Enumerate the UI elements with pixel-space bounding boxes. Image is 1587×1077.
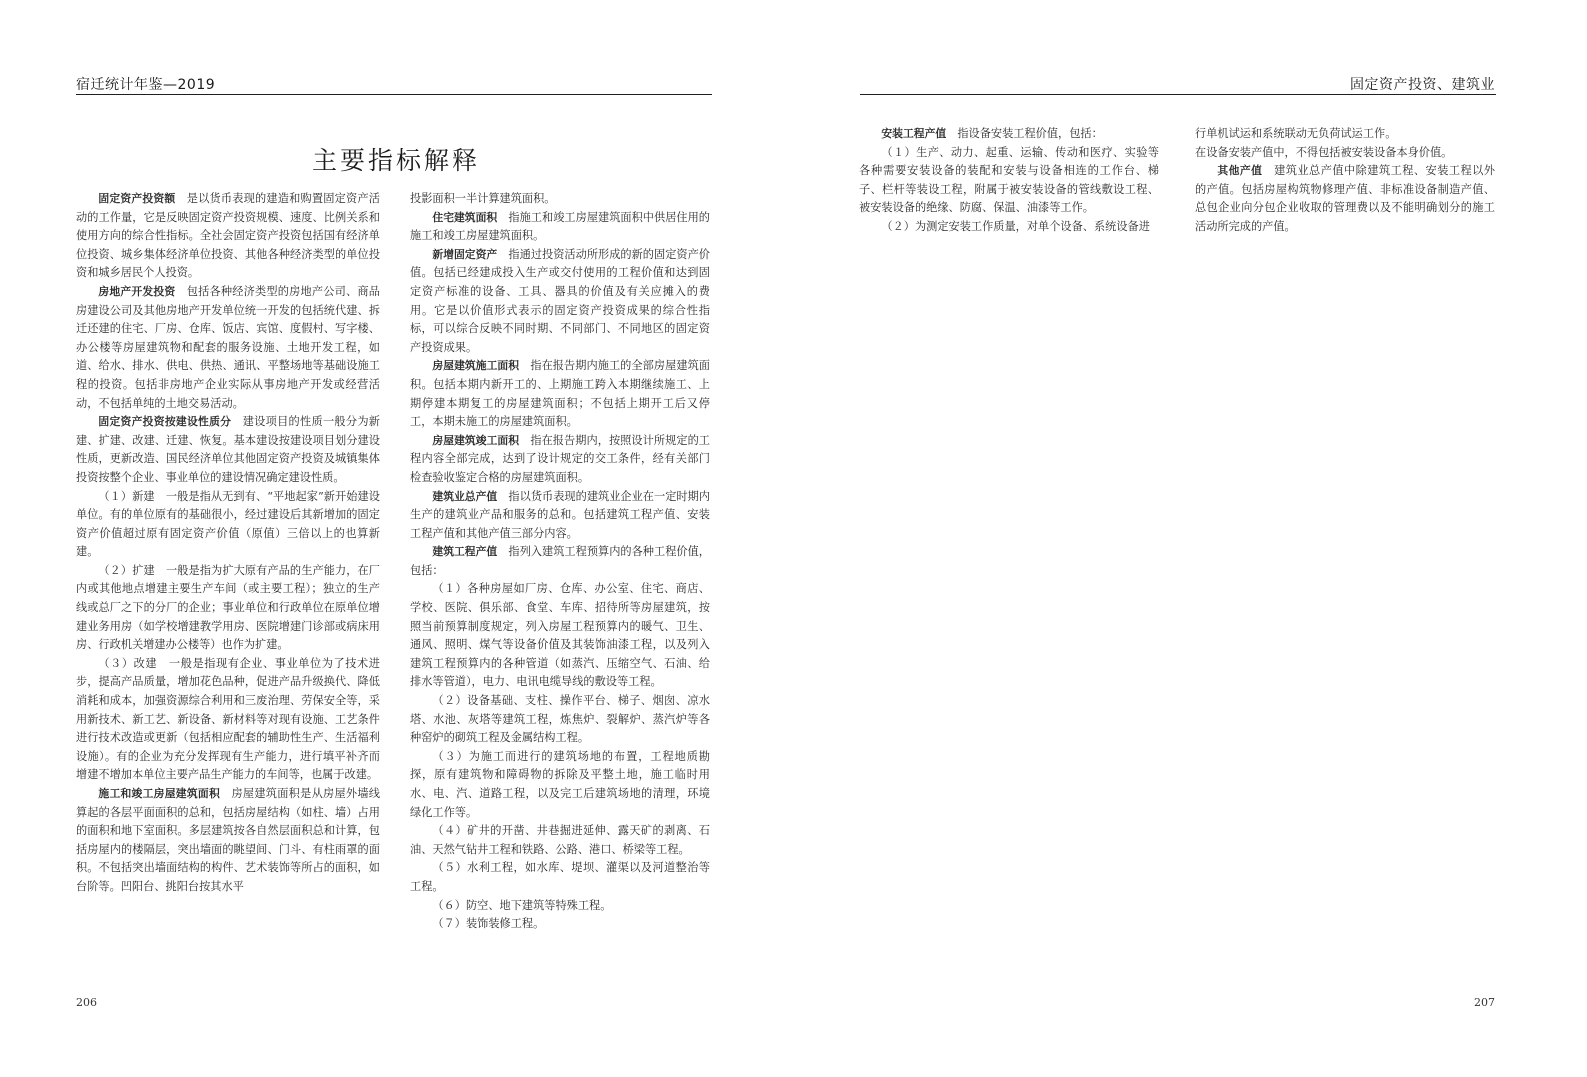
paragraph-text: 指通过投资活动所形成的新的固定资产价值。包括已经建成投入生产或交付使用的工程价值和达到固定资产标准的设备、工具、器具的价值及有关应摊入的费用。它是以价值形式表示的固定资产投资成果的综合性指标，可以综合反映不同时期、不同部门、不同地区的固定资产投资成果。 — [410, 247, 710, 354]
page-number-left: 206 — [76, 996, 97, 1009]
paragraph-text: 房屋建筑面积是从房屋外墙线算起的各层平面面积的总和，包括房屋结构（如柱、墙）占用的面积和地下室面积。多层建筑按各自然层面积总和计算，包括房屋内的楼隔层，突出墙面的眺望间、门斗、有柱雨罩的面积。不包括突出墙面结构的构件、艺术装饰等所占的面积，如台阶等。凹阳台、挑阳台按其水平 — [76, 787, 380, 893]
right-column-1 — [859, 125, 1159, 237]
running-head-left: 宿迁统计年鉴—2019 — [76, 77, 216, 93]
paragraph — [410, 897, 710, 916]
paragraph — [1195, 162, 1495, 236]
paragraph-text: （５）水利工程，如水库、堤坝、灌渠以及河道整治等工程。 — [410, 861, 710, 893]
term-heading: 新增固定资产 — [432, 247, 498, 261]
paragraph — [76, 785, 380, 897]
paragraph — [76, 488, 380, 562]
paragraph — [410, 190, 710, 209]
paragraph — [76, 413, 380, 487]
term-heading: 房屋建筑施工面积 — [432, 359, 520, 373]
paragraph-text: （４）矿井的开凿、井巷掘进延伸、露天矿的剥离、石油、天然气钻井工程和铁路、公路、港口、桥梁等工程。 — [410, 824, 710, 856]
paragraph-text: （１）新建 一般是指从无到有、“平地起家”新开始建设单位。有的单位原有的基础很小，经过建设后其新增加的固定资产价值超过原有固定资产价值（原值）三倍以上的也算新建。 — [76, 489, 380, 559]
term-heading: 房屋建筑竣工面积 — [432, 433, 520, 447]
paragraph-text: （２）设备基础、支柱、操作平台、梯子、烟囱、凉水塔、水池、灰塔等建筑工程，炼焦炉、裂解炉、蒸汽炉等各种窑炉的砌筑工程及金属结构工程。 — [410, 694, 710, 745]
paragraph-text: 建筑业总产值中除建筑工程、安装工程以外的产值。包括房屋构筑物修理产值、非标准设备制造产值、总包企业向分包企业收取的管理费以及不能明确划分的施工活动所完成的产值。 — [1195, 164, 1495, 233]
paragraph — [410, 915, 710, 934]
running-head-right: 固定资产投资、建筑业 — [1350, 77, 1495, 93]
page-number-right: 207 — [1474, 996, 1495, 1009]
paragraph — [410, 543, 710, 580]
term-heading: 安装工程产值 — [881, 127, 947, 140]
header-rule-left — [76, 94, 712, 95]
paragraph — [410, 488, 710, 544]
term-heading: 房地产开发投资 — [98, 284, 176, 298]
paragraph — [76, 562, 380, 655]
paragraph — [859, 218, 1159, 237]
paragraph — [859, 144, 1159, 218]
paragraph-text: 指施工和竣工房屋建筑面积中供居住用的施工和竣工房屋建筑面积。 — [410, 210, 710, 243]
paragraph — [410, 748, 710, 822]
paragraph-text: 包括各种经济类型的房地产公司、商品房建设公司及其他房地产开发单位统一开发的包括统代建、拆迁还建的住宅、厂房、仓库、饭店、宾馆、度假村、写字楼、办公楼等房屋建筑物和配套的服务设施、土地开发工程，如道、给水、排水、供电、供热、通讯、平整场地等基础设施工程的投资。包括非房地产企业实际从事房地产开发或经营活动，不包括单纯的土地交易活动。 — [76, 284, 380, 410]
right-page — [794, 0, 1587, 1077]
paragraph — [410, 209, 710, 246]
paragraph-text: （１）生产、动力、起重、运输、传动和医疗、实验等各种需要安装设备的装配和安装与设备相连的工作台、梯子、栏杆等装设工程，附属于被安装设备的管线敷设工程、被安装设备的绝缘、防腐、保温、油漆等工作。 — [859, 145, 1159, 215]
term-heading: 其他产值 — [1217, 164, 1263, 178]
paragraph-text: 是以货币表现的建造和购置固定资产活动的工作量，它是反映固定资产投资规模、速度、比例关系和使用方向的综合性指标。全社会固定资产投资包括国有经济单位投资、城乡集体经济单位投资、其他各种经济类型的单位投资和城乡居民个人投资。 — [76, 192, 380, 280]
page-title: 主要指标解释 — [312, 145, 481, 175]
paragraph-text: 在设备安装产值中，不得包括被安装设备本身价值。 — [1195, 145, 1453, 159]
paragraph-text: 指在报告期内，按照设计所规定的工程内容全部完成，达到了设计规定的交工条件，经有关部门检查验收鉴定合格的房屋建筑面积。 — [410, 433, 710, 484]
paragraph-text: （７）装饰装修工程。 — [432, 917, 545, 931]
paragraph — [76, 190, 380, 283]
paragraph — [1195, 125, 1495, 144]
left-column-1 — [76, 190, 380, 897]
paragraph-text: 指设备安装工程价值，包括： — [957, 127, 1103, 140]
paragraph — [1195, 144, 1495, 163]
term-heading: 施工和竣工房屋建筑面积 — [98, 787, 220, 800]
term-heading: 住宅建筑面积 — [432, 210, 498, 224]
paragraph — [859, 125, 1159, 144]
term-heading: 建筑业总产值 — [432, 489, 498, 503]
paragraph-text: （６）防空、地下建筑等特殊工程。 — [432, 898, 612, 912]
paragraph-text: （２）扩建 一般是指为扩大原有产品的生产能力，在厂内或其他地点增建主要生产车间（或主要工程）；独立的生产线或总厂之下的分厂的企业；事业单位和行政单位在原单位增建业务用房（如学校增建教学用房、医院增建门诊部或病床用房、行政机关增建办公楼等）也作为扩建。 — [76, 563, 380, 652]
paragraph — [76, 655, 380, 785]
paragraph-text: 行单机试运和系统联动无负荷试运工作。 — [1195, 127, 1397, 140]
right-column-2 — [1195, 125, 1495, 237]
paragraph-text: （２）为测定安装工作质量，对单个设备、系统设备进 — [881, 219, 1150, 233]
term-heading: 固定资产投资按建设性质分 — [98, 415, 232, 429]
paragraph — [410, 822, 710, 859]
paragraph-text: 指列入建筑工程预算内的各种工程价值，包括： — [410, 545, 710, 577]
paragraph-text: 建设项目的性质一般分为新建、扩建、改建、迁建、恢复。基本建设按建设项目划分建设性质，更新改造、国民经济单位其他固定资产投资及城镇集体投资按整个企业、事业单位的建设情况确定建设性质。 — [76, 415, 380, 484]
left-column-2 — [410, 190, 710, 934]
paragraph — [410, 692, 710, 748]
paragraph — [410, 357, 710, 431]
paragraph — [410, 246, 710, 358]
paragraph-text: 指以货币表现的建筑业企业在一定时期内生产的建筑业产品和服务的总和。包括建筑工程产值、安装工程产值和其他产值三部分内容。 — [410, 489, 710, 540]
term-heading: 建筑工程产值 — [432, 545, 498, 559]
paragraph-text: （３）改建 一般是指现有企业、事业单位为了技术进步，提高产品质量，增加花色品种，促进产品升级换代、降低消耗和成本，加强资源综合利用和三废治理、劳保安全等，采用新技术、新工艺、新设备、新材料等对现有设施、工艺条件进行技术改造或更新（包括相应配套的辅助性生产、生活福利设施）。有的企业为充分发挥现有生产能力，进行填平补齐而增建不增加本单位主要产品生产能力的车间等，也属于改建。 — [76, 656, 380, 782]
paragraph-text: （３）为施工而进行的建筑场地的布置，工程地质勘探，原有建筑物和障碍物的拆除及平整土地，施工临时用水、电、汽、道路工程，以及完工后建筑场地的清理，环境绿化工作等。 — [410, 749, 710, 819]
left-page — [0, 0, 793, 1077]
paragraph-text: 指在报告期内施工的全部房屋建筑面积。包括本期内新开工的、上期施工跨入本期继续施工、上期停建本期复工的房屋建筑面积；不包括上期开工后又停工，本期未施工的房屋建筑面积。 — [410, 359, 710, 429]
paragraph — [410, 859, 710, 896]
paragraph-text: 投影面积一半计算建筑面积。 — [410, 192, 556, 205]
paragraph — [410, 432, 710, 488]
header-rule-right — [860, 94, 1496, 95]
paragraph-text: （１）各种房屋如厂房、仓库、办公室、住宅、商店、学校、医院、俱乐部、食堂、车库、招待所等房屋建筑，按照当前预算制度规定，列入房屋工程预算内的暖气、卫生、通风、照明、煤气等设备价值及其装饰油漆工程，以及列入建筑工程预算内的各种管道（如蒸汽、压缩空气、石油、给排水等管道），电力、电讯电缆导线的敷设等工程。 — [410, 582, 710, 689]
term-heading: 固定资产投资额 — [98, 192, 176, 205]
paragraph — [410, 580, 710, 692]
paragraph — [76, 283, 380, 413]
